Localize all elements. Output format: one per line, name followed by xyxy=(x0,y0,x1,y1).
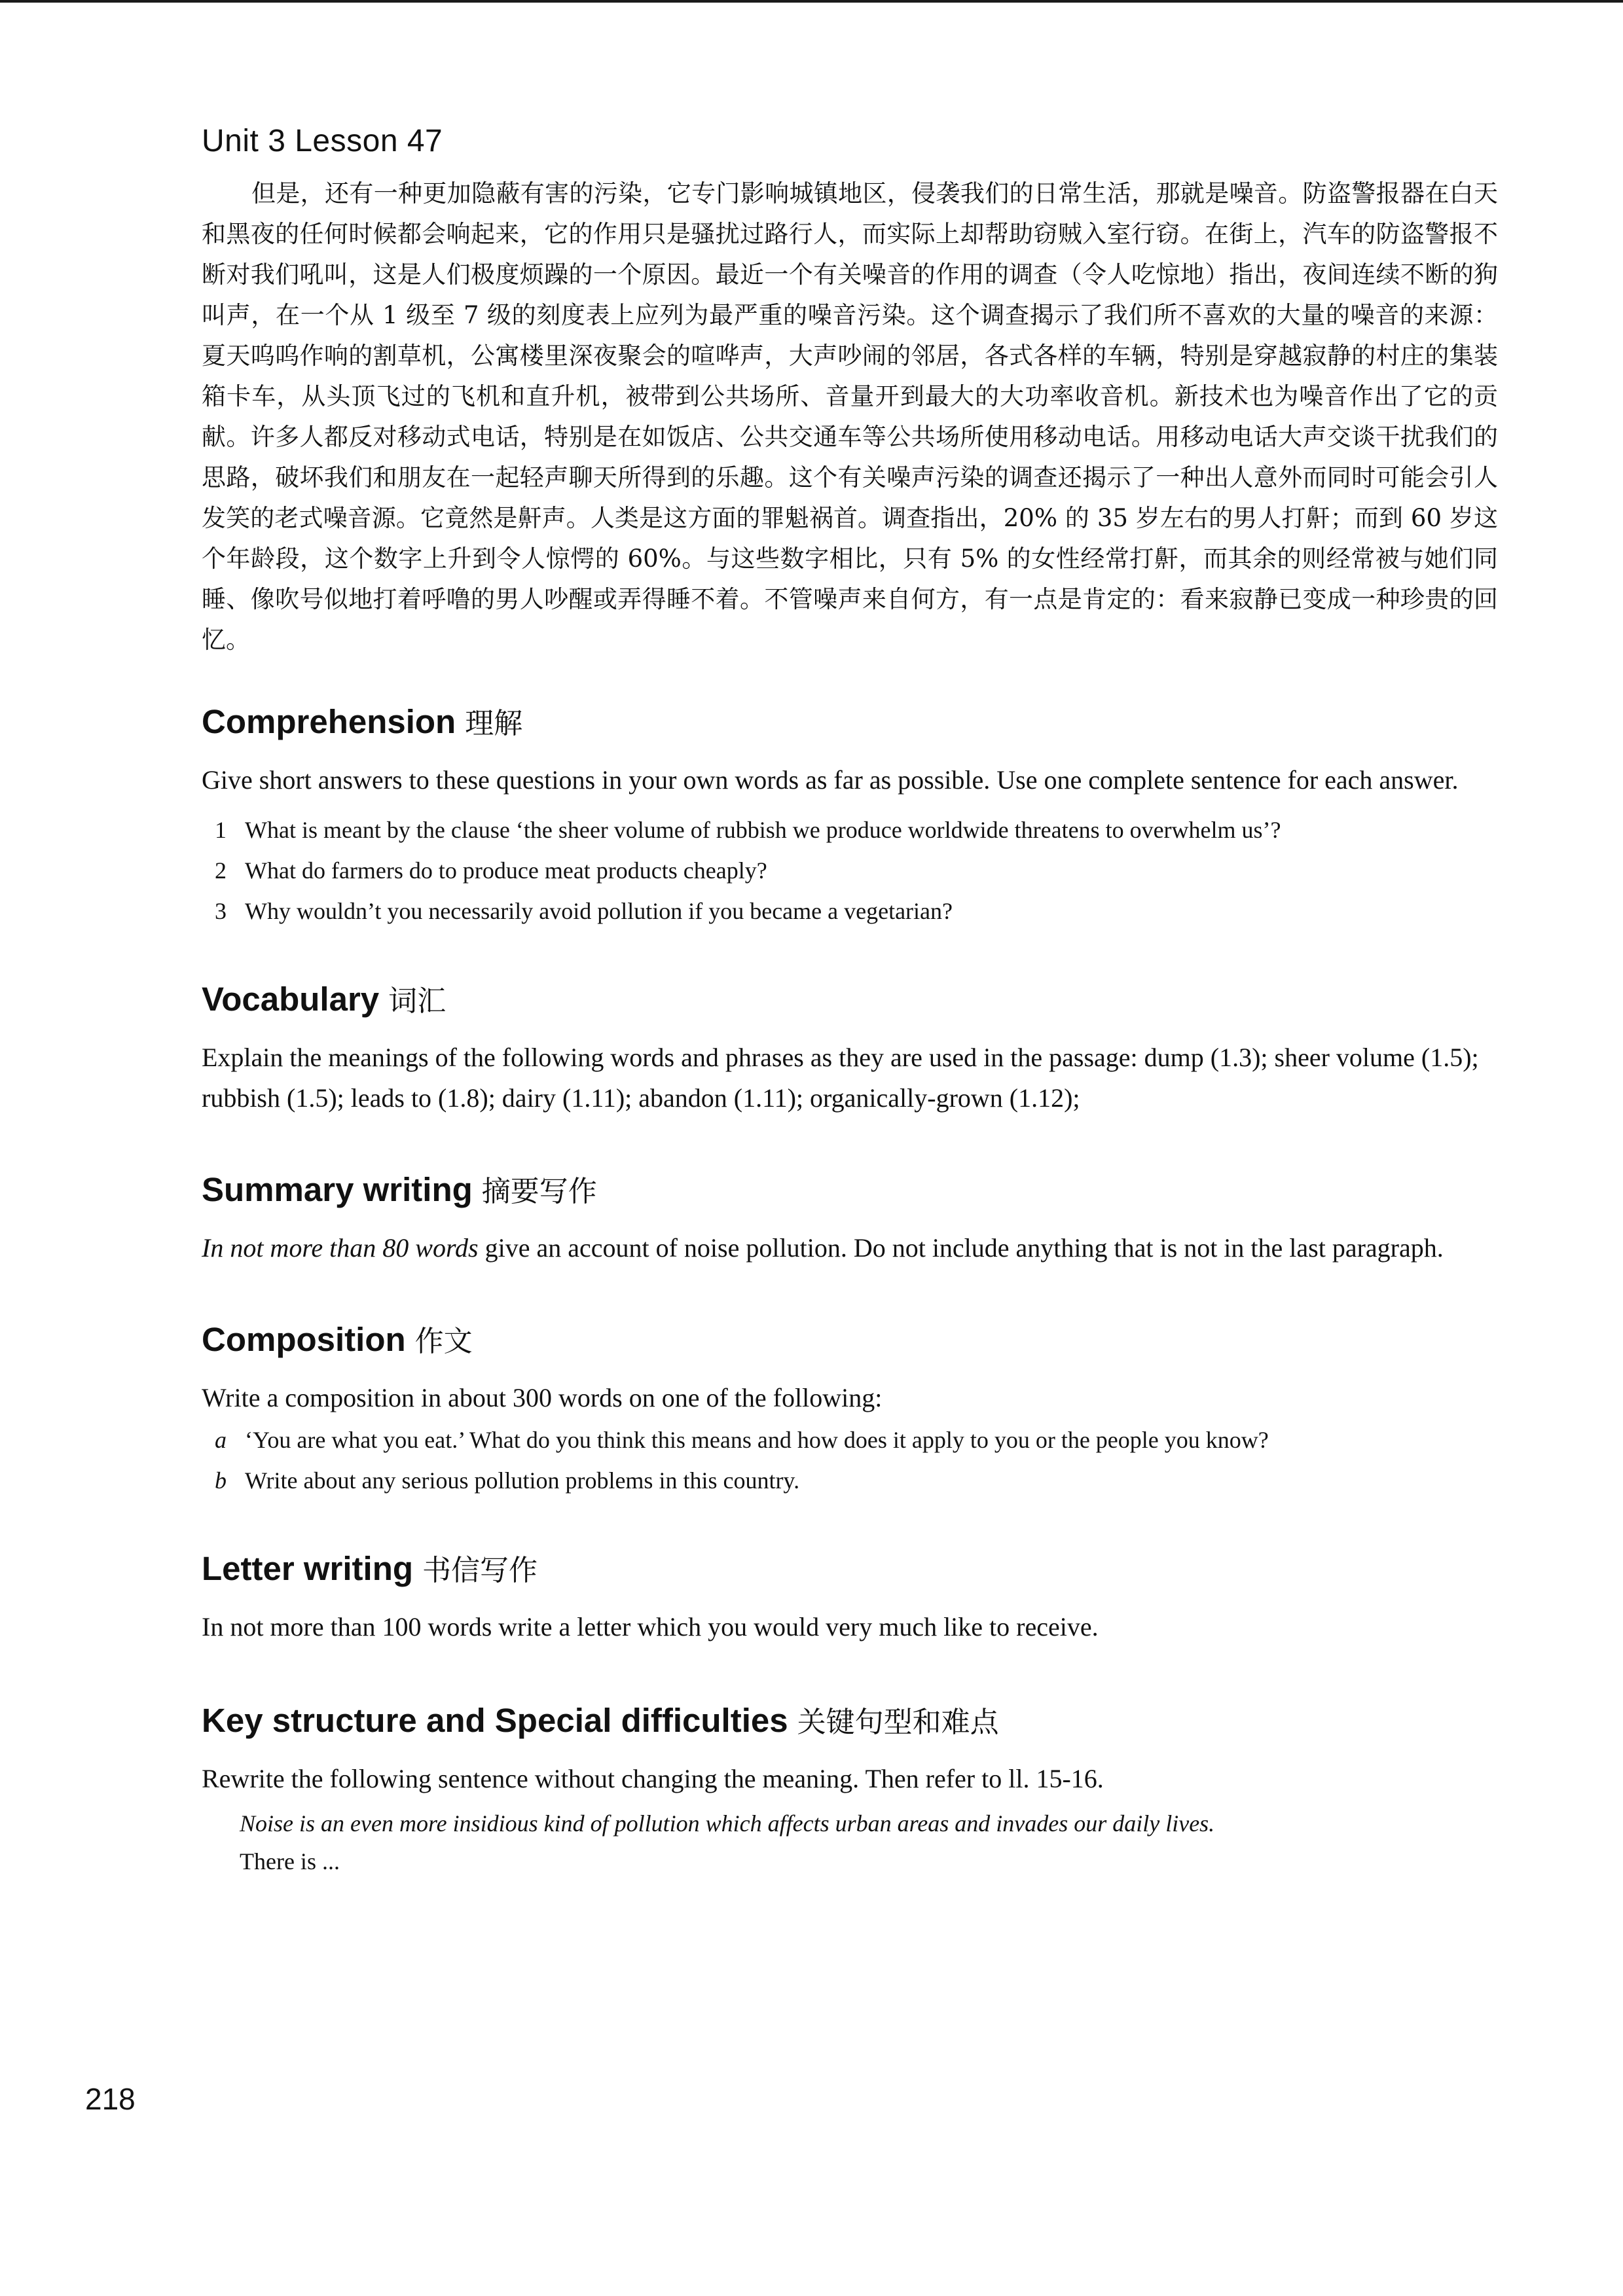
composition-heading xyxy=(202,1318,1498,1359)
letter-heading xyxy=(202,1547,1498,1588)
list-item xyxy=(202,810,1498,850)
heading-zh: 词汇 xyxy=(388,984,447,1018)
key-structure-section xyxy=(202,1698,1498,1880)
heading-zh: 关键句型和难点 xyxy=(797,1706,999,1739)
top-rule xyxy=(0,0,1623,3)
summary-lead: In not more than 80 words xyxy=(202,1233,479,1263)
heading-zh: 作文 xyxy=(414,1325,473,1358)
unit-lesson-title: Unit 3 Lesson 47 xyxy=(202,124,443,158)
comprehension-section xyxy=(202,700,1498,931)
heading-zh: 摘要写作 xyxy=(481,1175,597,1208)
composition-intro: Write a composition in about 300 words on one of the following: xyxy=(202,1383,883,1412)
letter-text: In not more than 100 words write a letter which you would very much like to receive. xyxy=(202,1612,1099,1641)
item-number: 2 xyxy=(215,857,227,884)
composition-section xyxy=(202,1318,1498,1501)
key-structure-text: Rewrite the following sentence without changing the meaning. Then refer to ll. 15-16. xyxy=(202,1764,1104,1793)
item-text: Write about any serious pollution problems in this country. xyxy=(245,1467,800,1494)
summary-text xyxy=(202,1228,1498,1268)
item-letter: a xyxy=(215,1427,227,1453)
heading-text: Comprehension xyxy=(202,703,456,740)
page-content xyxy=(202,123,1498,1880)
item-number: 3 xyxy=(215,898,227,924)
item-text: What is meant by the clause ‘the sheer volume of rubbish we produce worldwide threatens to overwhelm us’? xyxy=(245,817,1281,843)
item-text: Why wouldn’t you necessarily avoid pollution if you became a vegetarian? xyxy=(245,898,953,924)
key-structure-heading xyxy=(202,1698,1498,1740)
rewrite-prompt: There is ... xyxy=(240,1848,340,1874)
vocabulary-section xyxy=(202,977,1498,1119)
item-letter: b xyxy=(215,1467,227,1494)
item-number: 1 xyxy=(215,817,227,843)
heading-zh: 理解 xyxy=(465,707,523,740)
list-item xyxy=(202,850,1498,891)
example-sentence: Noise is an even more insidious kind of pollution which affects urban areas and invades our daily lives. xyxy=(240,1810,1215,1837)
heading-text: Summary writing xyxy=(202,1171,473,1208)
composition-options xyxy=(202,1420,1498,1501)
heading-text: Vocabulary xyxy=(202,980,380,1018)
list-item xyxy=(202,1460,1498,1501)
heading-text: Key structure and Special difficulties xyxy=(202,1702,788,1739)
heading-text: Letter writing xyxy=(202,1550,414,1587)
chinese-passage: 但是，还有一种更加隐蔽有害的污染，它专门影响城镇地区，侵袭我们的日常生活，那就是噪音。防盗警报器在白天和黑夜的任何时候都会响起来，它的作用只是骚扰过路行人，而实际上却帮助窃贼入室行窃。在街上，汽车的防盗警报不断对我们吼叫，这是人们极度烦躁的一个原因。最近一个有关噪音的作用的调查（令人吃惊地）指出，夜间连续不断的狗叫声，在一个从 1 级至 7 级的刻度表上应列为最严重的噪音污染。这个调查揭示了我们所不喜欢的大量的噪音的来源：夏天呜呜作响的割草机，公寓楼里深夜聚会的喧哗声，大声吵闹的邻居，各式各样的车辆，特别是穿越寂静的村庄的集装箱卡车，从头顶飞过的飞机和直升机，被带到公共场所、音量开到最大的大功率收音机。新技术也为噪音作出了它的贡献。许多人都反对移动式电话，特别是在如饭店、公共交通车等公共场所使用移动电话。用移动电话大声交谈干扰我们的思路，破坏我们和朋友在一起轻声聊天所得到的乐趣。这个有关噪声污染的调查还揭示了一种出人意外而同时可能会引人发笑的老式噪音源。它竟然是鼾声。人类是这方面的罪魁祸首。调查指出，20% 的 35 岁左右的男人打鼾；而到 60 岁这个年龄段，这个数字上升到令人惊愕的 60%。与这些数字相比，只有 5% 的女性经常打鼾，而其余的则经常被与她们同睡、像吹号似地打着呼噜的男人吵醒或弄得睡不着。不管噪声来自何方，有一点是肯定的：看来寂静已变成一种珍贵的回忆。 xyxy=(202,179,1498,654)
vocabulary-text: Explain the meanings of the following words and phrases as they are used in the passage: dump (1.3); sheer volume (1.5); rubbish (1.5); leads to (1.8); dairy (1.11); abandon (1.11); organically-grown (1.12); xyxy=(202,1043,1479,1113)
item-text: What do farmers do to produce meat products cheaply? xyxy=(245,857,767,884)
question-list xyxy=(202,810,1498,931)
letter-section xyxy=(202,1547,1498,1647)
summary-heading xyxy=(202,1168,1498,1210)
vocabulary-heading xyxy=(202,977,1498,1019)
heading-zh: 书信写作 xyxy=(422,1554,538,1587)
summary-body: give an account of noise pollution. Do not include anything that is not in the last paragraph. xyxy=(478,1233,1444,1263)
list-item xyxy=(202,1420,1498,1460)
heading-text: Composition xyxy=(202,1321,406,1358)
comprehension-heading xyxy=(202,700,1498,742)
page-number: 218 xyxy=(85,2082,136,2116)
summary-section xyxy=(202,1168,1498,1268)
comprehension-intro: Give short answers to these questions in your own words as far as possible. Use one complete sentence for each answer. xyxy=(202,765,1459,795)
item-text: ‘You are what you eat.’ What do you think this means and how does it apply to you or the people you know? xyxy=(245,1427,1269,1453)
list-item xyxy=(202,891,1498,931)
